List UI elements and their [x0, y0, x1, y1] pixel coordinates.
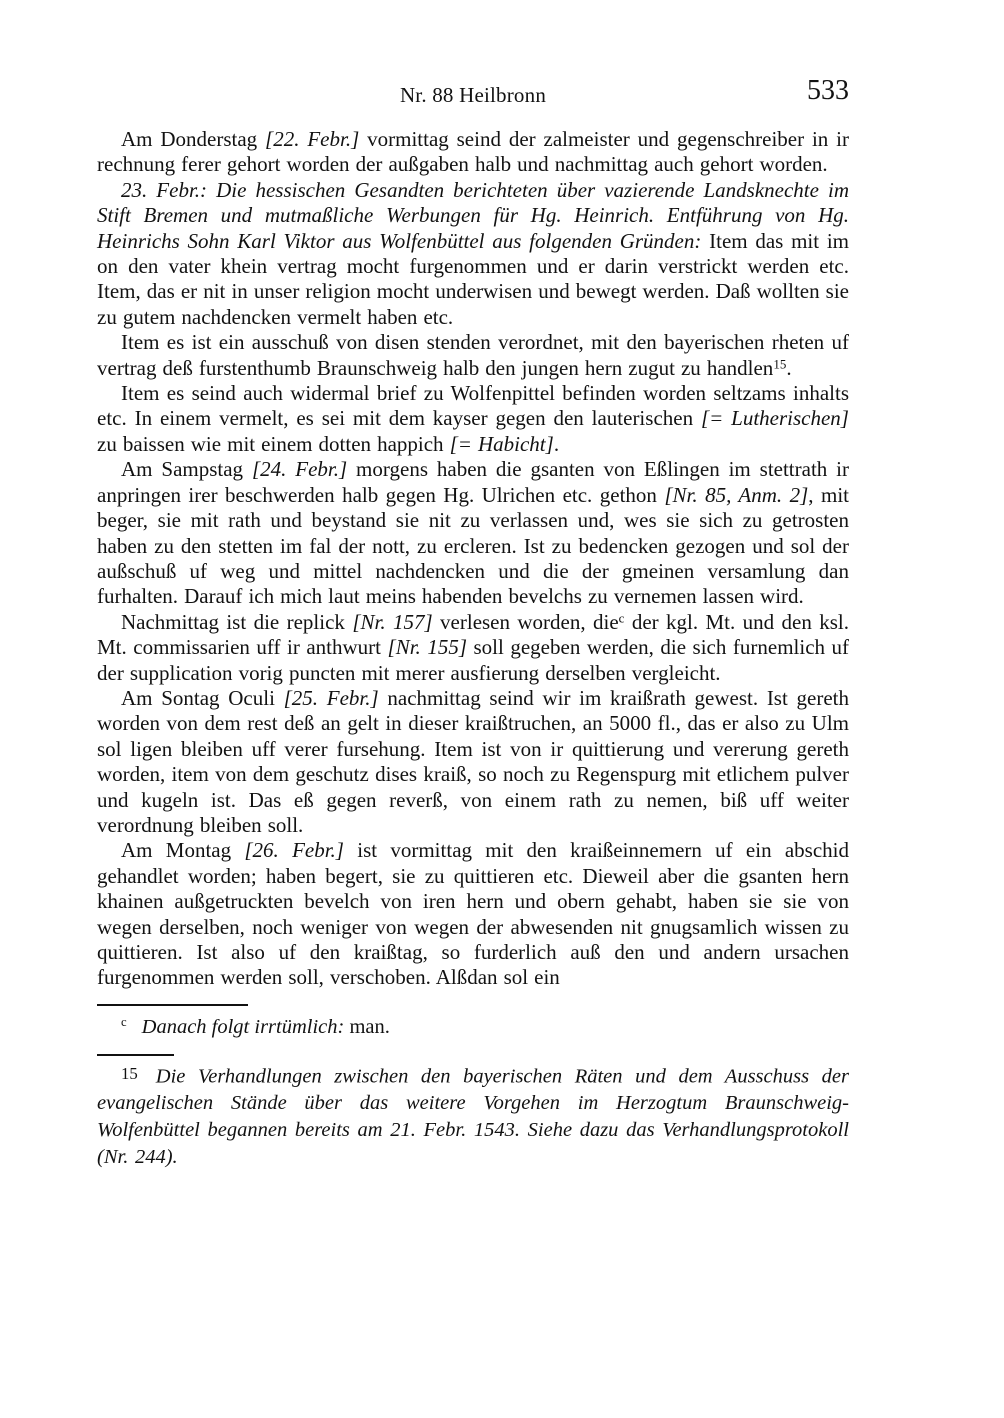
text-segment: man.	[344, 1015, 390, 1038]
text-segment: Am Donderstag	[121, 127, 266, 151]
text-segment: vormittag seind der zalmeister und gegenschreiber in ir rechnung ferer gehort worden der außgaben halb und nachmittag auch gehort worden.	[97, 127, 849, 177]
main-text	[97, 127, 849, 991]
italic-segment: [= Habicht]	[449, 431, 554, 456]
italic-segment: [22. Febr.]	[265, 127, 360, 151]
italic-segment: [26. Febr.]	[244, 838, 344, 863]
text-segment: .	[786, 355, 792, 380]
italic-segment: 23. Febr.: Die hessischen Gesandten berichteten über vazierende Landsknechte im Stift Bremen und mutmaßliche Werbungen für Hg. Heinrich. Entführung von Hg. Heinrichs Sohn Karl Viktor aus Wolfenbüttel aus folgenden Gründen:	[97, 177, 849, 253]
paragraph-6	[97, 610, 849, 686]
italic-segment: Die Verhandlungen zwischen den bayerischen Räten und dem Ausschuss der evangelischen Stände über das weitere Vorgehen im Herzogtum Braunschweig-Wolfenbüttel begannen bereits am 21. Febr. 1543. Siehe dazu das Verhandlungsprotokoll (Nr. 244).	[97, 1065, 849, 1169]
footnote-marker: 15	[121, 1063, 138, 1083]
paragraph-7	[97, 686, 849, 838]
footnote-editorial-c	[97, 1009, 849, 1041]
text-block	[97, 75, 850, 1171]
text-segment: Am Sampstag	[121, 457, 252, 482]
paragraph-4	[97, 381, 849, 457]
paragraph-5	[97, 457, 849, 609]
text-segment: ist vormittag mit den kraißeinnemern uf ein abschid gehandlet worden; haben begert, sie zu quittieren etc. Dieweil aber die gsanten hern khainen außgetruckten bevelch von iren hern und obern gehabt, haben sie sie von wegen derselben, noch weniger von wegen der abwesenden nit gnugsamlich wissen zu quittieren. Ist also uf den kraißtag, so furderlich auß den und andern ursachen furgenommen werden soll, verschoben. Alßdan sol ein	[97, 838, 849, 990]
text-segment: Am Sontag Oculi	[121, 685, 284, 710]
text-segment: soll gegeben werden, die sich furnemlich uf der supplication vorig puncten mit merer ausfierung derselben vergleicht.	[97, 635, 850, 685]
italic-segment: [24. Febr.]	[251, 457, 348, 482]
text-segment: Item es ist ein ausschuß von disen stenden verordnet, mit den bayerischen rheten uf vertrag deß furstenthumb Braunschweig halb den jungen hern zugut zu handlen	[97, 330, 849, 380]
text-segment: zu baissen wie mit einem dotten happich	[97, 431, 450, 456]
text-segment: Am Montag	[121, 838, 245, 863]
text-segment: Item das mit im on den vater khein vertrag mocht furgenommen und er darin verstrickt werden etc. Item, das er nit in unser religion mocht underwisen und bewegt werden. Daß wollten sie zu gutem nachdencken vermelt haben etc.	[97, 228, 849, 329]
footnote-separator-editorial	[97, 1004, 248, 1006]
paragraph-3	[97, 330, 849, 381]
text-segment: der kgl. Mt. und den ksl. Mt. commissarien uff ir anthwurt	[97, 609, 850, 660]
italic-segment: [= Lutherischen]	[700, 406, 849, 431]
italic-segment: [Nr. 85, Anm. 2]	[664, 482, 809, 507]
italic-segment: [Nr. 157]	[352, 609, 433, 634]
running-header-title: Nr. 88 Heilbronn	[399, 83, 547, 107]
footnote-separator-numbered	[97, 1054, 174, 1056]
text-segment: nachmittag seind wir im kraißrath gewest. Ist gereth worden von dem rest deß an gelt in dieser kraißtruchen, an 5000 fl., das er also zu Ulm sol ligen bleiben uff verer fursehung. Item ist von ir quittierung und vererung gereth worden, item von dem geschutz dises kraiß, so noch zu Regenspurg mit etlichem pulver und kugeln ist. Das eß gegen reverß, von einem rath zu nemen, biß uff weiter verordnung bleiben soll.	[97, 685, 849, 837]
text-segment: , mit beger, sie mit rath und beystand sie nit zu verlassen und, wes sie sich zu getrosten haben zu den stetten im fal der nott, zu ercleren. Ist zu bedencken gezogen und sol der außschuß uf weg und mittel nachdencken und die der gmeinen versamlung dan furhalten. Darauf ich mich laut meins habenden bevelchs zu vernemen lassen wird.	[97, 482, 849, 609]
text-segment: .	[553, 431, 560, 456]
running-head	[97, 75, 849, 110]
footnote-reference: 15	[773, 356, 787, 372]
footnote-15	[97, 1060, 849, 1172]
footnote-marker: c	[121, 1014, 127, 1029]
paragraph-8	[97, 838, 849, 990]
text-segment: morgens haben die gsanten von Eßlingen im stettrath ir anpringen irer beschwerden halb gegen Hg. Ulrichen etc. gethon	[97, 457, 850, 507]
paragraph-1	[97, 127, 849, 178]
footnote-reference: c	[618, 610, 625, 626]
page-number: 533	[807, 75, 849, 106]
italic-segment: Danach folgt irrtümlich:	[141, 1015, 345, 1038]
italic-segment: [25. Febr.]	[283, 685, 379, 710]
text-segment: Item es seind auch widermal brief zu Wolfenpittel befinden worden seltzams inhalts etc. In einem vermelt, es sei mit dem kayser gegen den lauterischen	[97, 381, 849, 431]
text-segment: Nachmittag ist die replick	[121, 609, 353, 634]
text-segment: verlesen worden, die	[432, 609, 619, 634]
italic-segment: [Nr. 155]	[387, 635, 467, 660]
paragraph-2	[97, 178, 849, 330]
